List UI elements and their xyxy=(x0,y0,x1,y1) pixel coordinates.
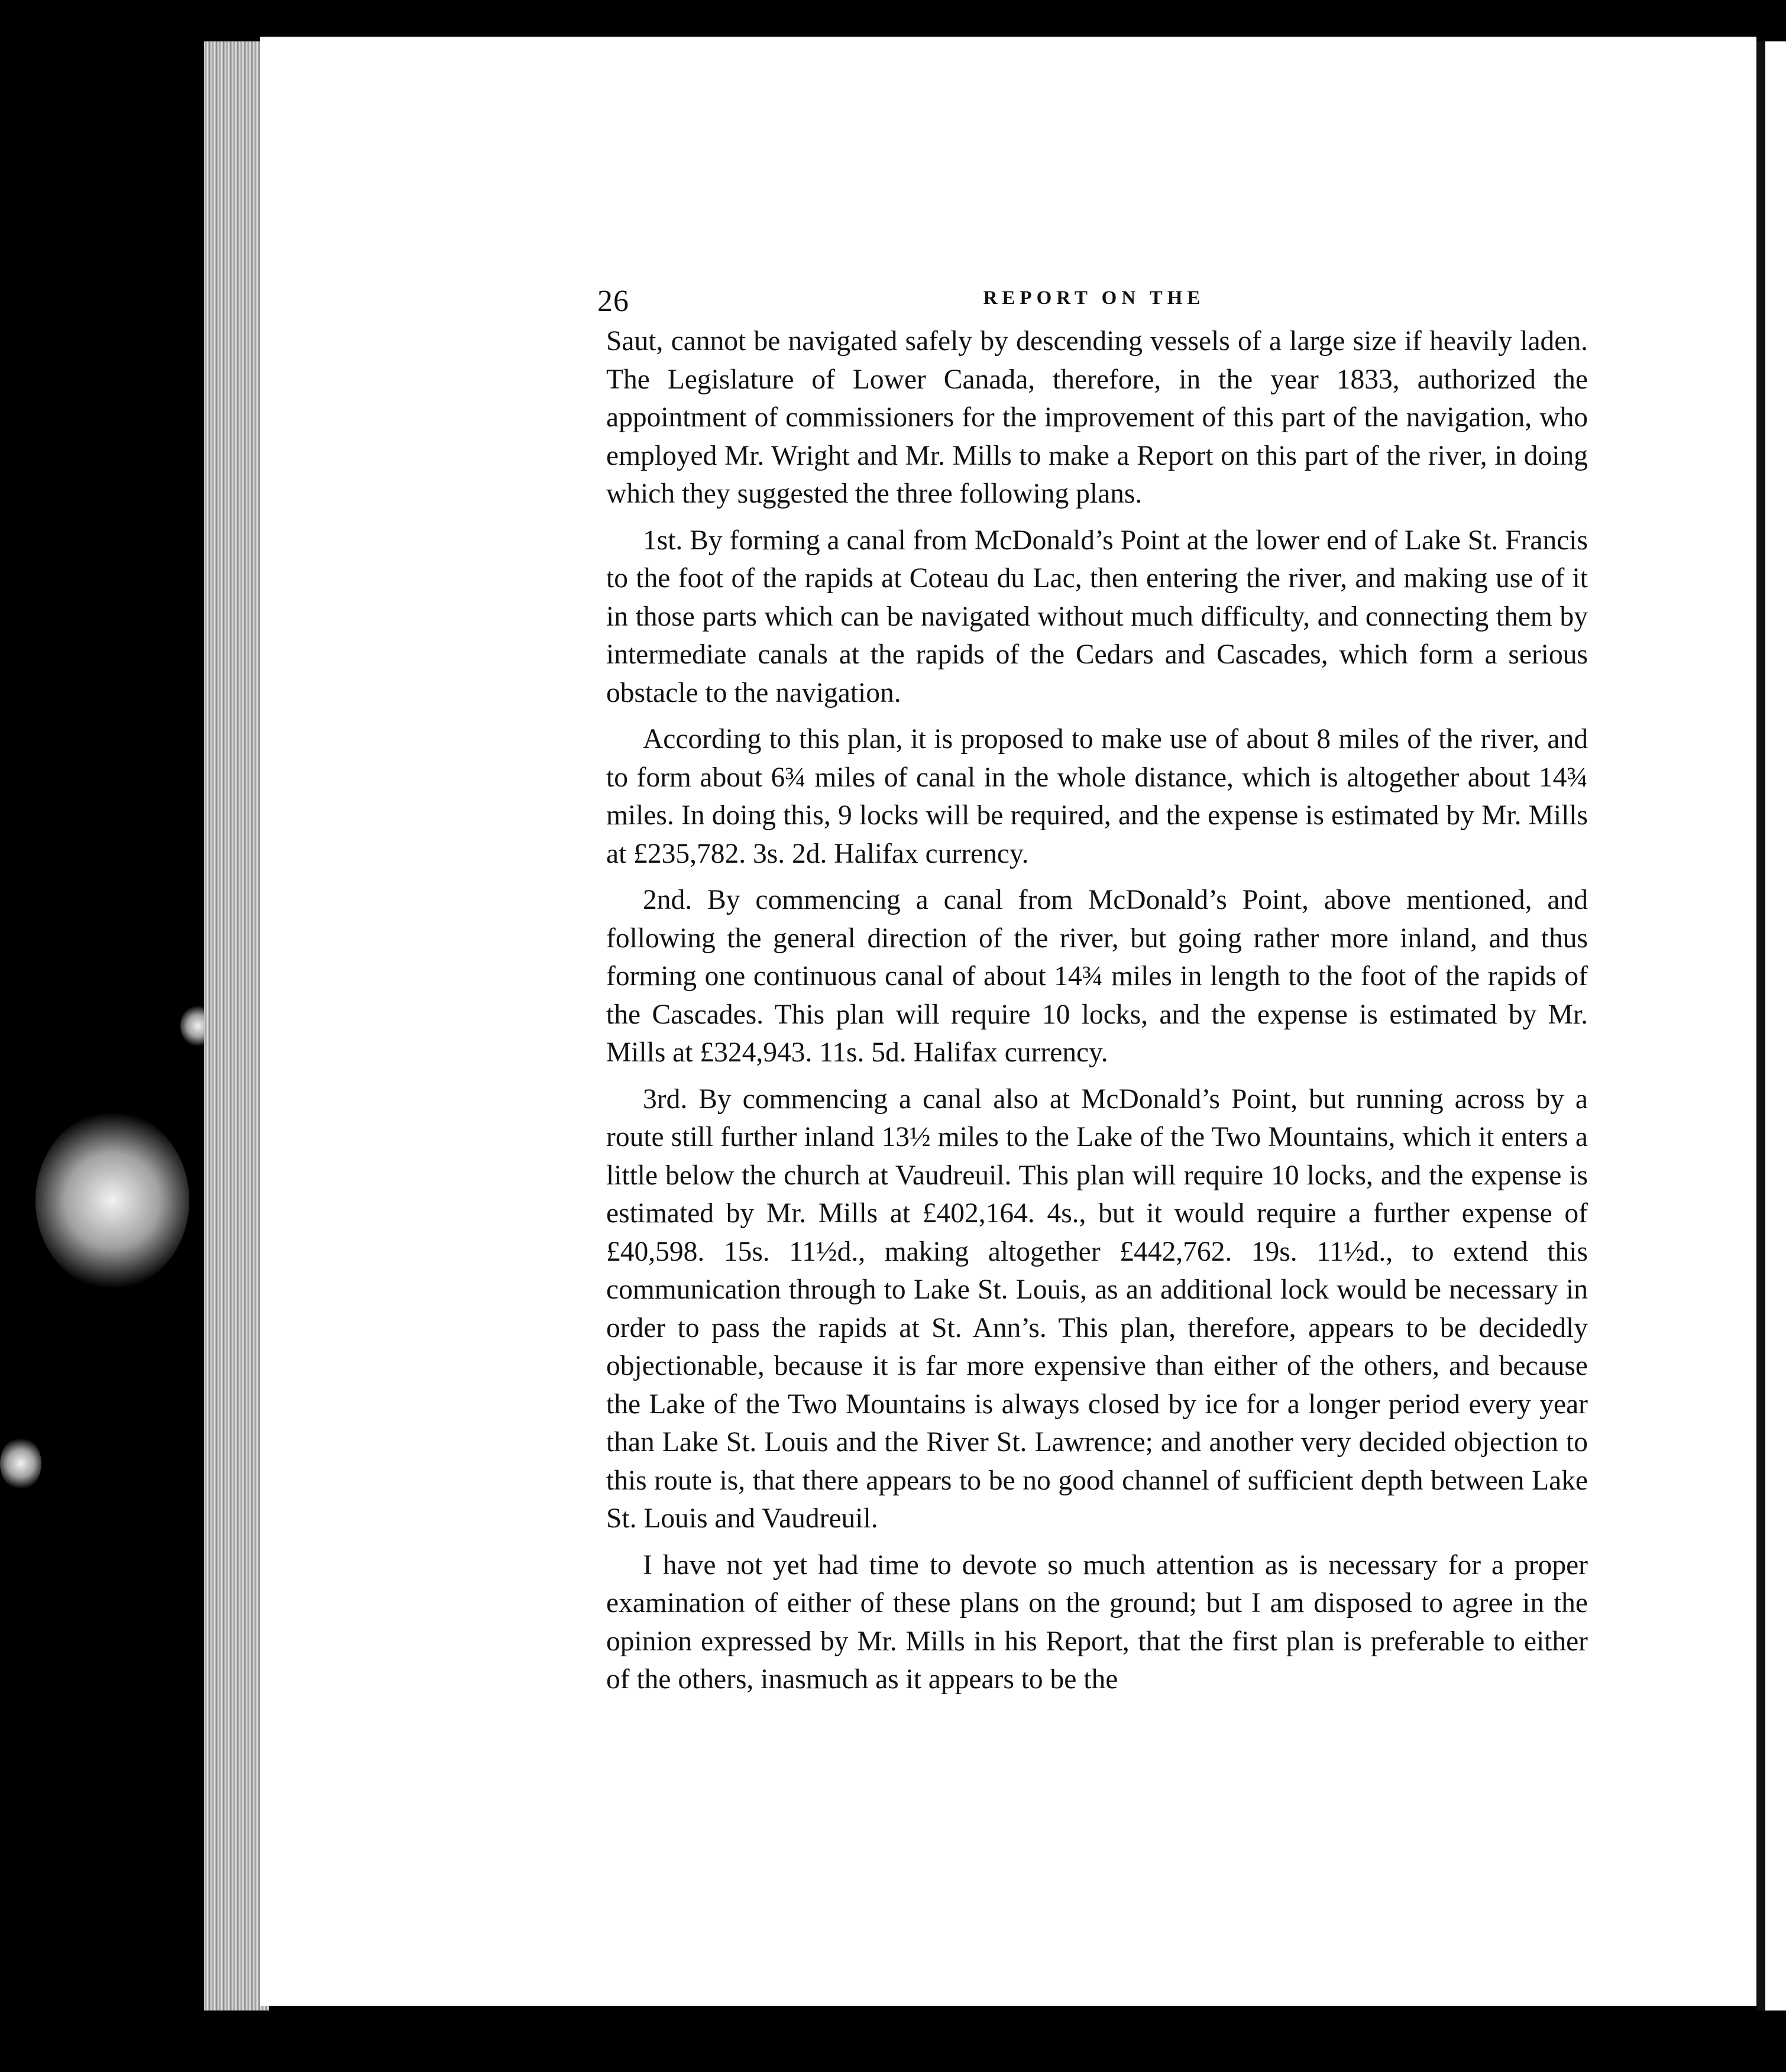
body-text xyxy=(606,322,1588,1707)
running-header xyxy=(597,278,1591,325)
adjacent-page-edge xyxy=(1765,41,1786,2011)
paragraph: I have not yet had time to devote so much attention as is necessary for a proper examination of either of these plans on the ground; but I am disposed to agree in the opinion expressed by Mr. Mills in his Report, that the first plan is preferable to either of the others, inasmuch as it appears to be the xyxy=(606,1549,1588,1695)
book-page-edge xyxy=(204,41,269,2011)
paragraph: 1st. By forming a canal from McDonald’s Point at the lower end of Lake St. Francis to the foot of the rapids at Coteau du Lac, then entering the river, and making use of it in those parts which can be navigated without much difficulty, and connecting them by intermediate canals at the rapids of the Cedars and Cascades, which form a serious obstacle to the navigation. xyxy=(606,525,1588,708)
running-title: REPORT ON THE xyxy=(983,287,1205,309)
paragraph: 2nd. By commencing a canal from McDonald’s Point, above mentioned, and following the general direction of the river, but going rather more inland, and thus forming one continuous canal of about 14¾ miles in length to the foot of the rapids of the Cascades. This plan will require 10 locks, and the expense is estimated by Mr. Mills at £324,943. 11s. 5d. Halifax currency. xyxy=(606,885,1588,1068)
paragraph: 3rd. By commencing a canal also at McDonald’s Point, but running across by a route still further inland 13½ miles to the Lake of the Two Mountains, which it enters a little below the church at Vaudreuil. This plan will require 10 locks, and the expense is estimated by Mr. Mills at £402,164. 4s., but it would require a further expense of £40,598. 15s. 11½d., making altogether £442,762. 19s. 11½d., to extend this communication through to Lake St. Louis, as an additional lock would be necessary in order to pass the rapids at St. Ann’s. This plan, therefore, appears to be decidedly objectionable, because it is far more expensive than either of the others, and because the Lake of the Two Mountains is always closed by ice for a longer period every year than Lake St. Louis and the River St. Lawrence; and another very decided objection to this route is, that there appears to be no good channel of sufficient depth between Lake St. Louis and Vaudreuil. xyxy=(606,1083,1588,1534)
paragraph: Saut, cannot be navigated safely by descending vessels of a large size if heavily laden. The Legislature of Lower Canada, therefore, in the year 1833, authorized the appointment of commissioners for the improvement of this part of the navigation, who employed Mr. Wright and Mr. Mills to make a Report on this part of the river, in doing which they suggested the three following plans. xyxy=(606,326,1588,509)
page-number: 26 xyxy=(597,284,629,318)
scan-dust-mark xyxy=(0,1437,41,1490)
paragraph: According to this plan, it is proposed to make use of about 8 miles of the river, and to form about 6¾ miles of canal in the whole distance, which is altogether about 14¾ miles. In doing this, 9 locks will be required, and the expense is estimated by Mr. Mills at £235,782. 3s. 2d. Halifax currency. xyxy=(606,724,1588,869)
scan-dust-mark xyxy=(35,1112,189,1289)
